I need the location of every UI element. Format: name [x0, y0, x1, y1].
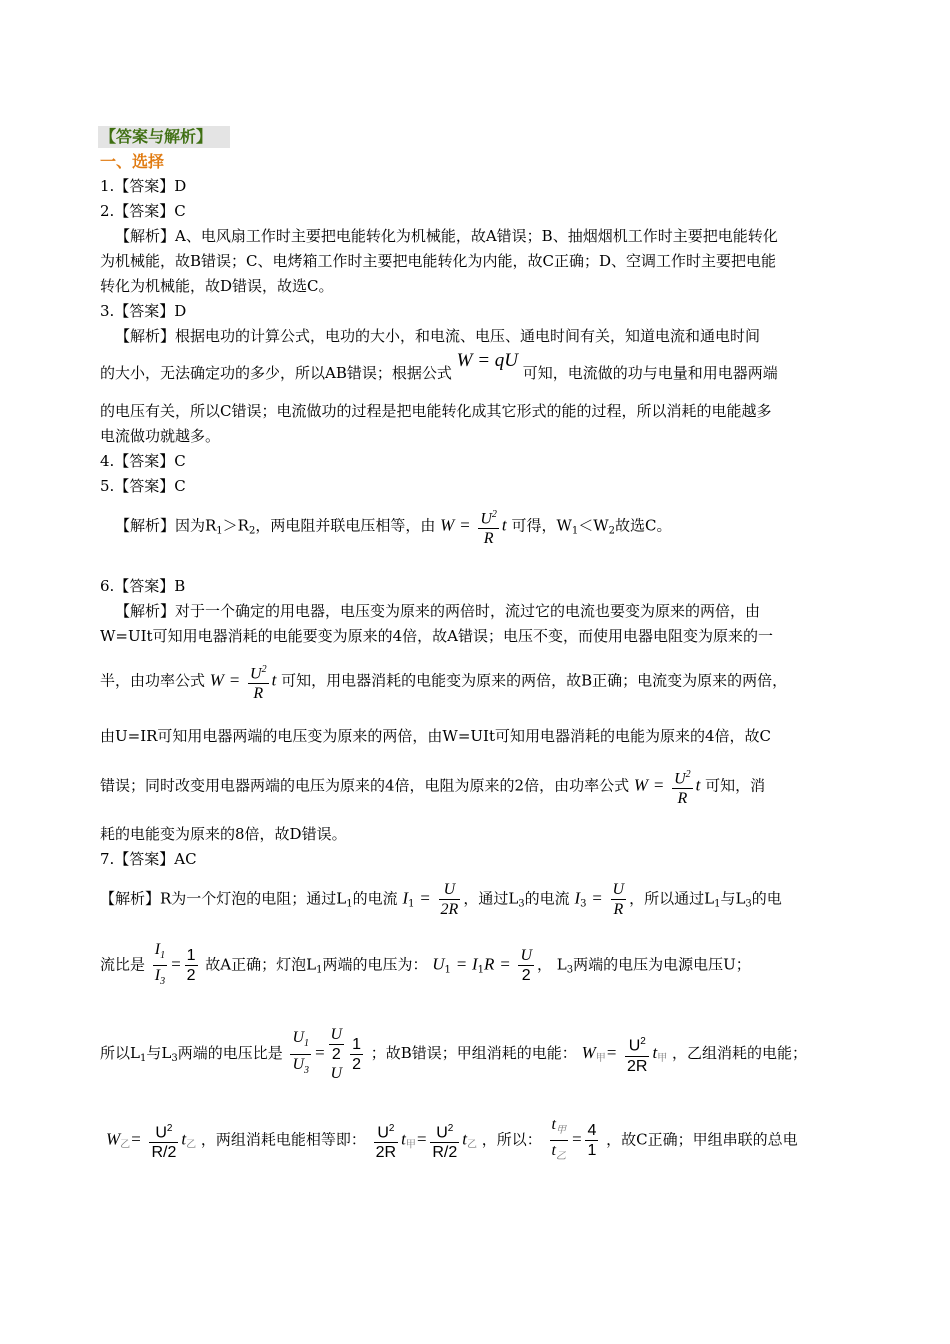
answer-3: 3.【答案】D: [100, 302, 187, 320]
explanation-7-line-1: 【解析】R为一个灯泡的电阻；通过$L_1$的电流 $I_1$ = $\frac{U}{2R}$ ，通过$L_3$的电流 $I_3$ = $\frac{U}{R}$ ，所以通过$L_1$与$L_3$的电: [100, 881, 782, 918]
fraction-t-ratio: $\frac{t_甲}{t_乙}$: [551, 1116, 566, 1163]
explanation-3-line-4: 电流做功就越多。: [100, 427, 221, 445]
fraction-u2-over-r: $\frac{U^2}{R}$: [672, 765, 693, 808]
fraction-i1-over-i3: $\frac{I_1}{I_3}$: [154, 941, 166, 988]
explanation-6-line-3: 半，由功率公式 W = $\frac{U^2}{R}$ t 可知，用电器消耗的电能变为原来的两倍，故B正确；电流变为原来的两倍，: [100, 660, 787, 703]
fraction-1-over-2: $\frac{1}{2}$: [352, 1035, 361, 1073]
answer-7: 7.【答案】AC: [100, 850, 197, 868]
section-title: 【答案与解析】: [98, 126, 230, 148]
fraction-4-over-1: $\frac{4}{1}$: [587, 1122, 597, 1160]
explanation-7-line-2: 流比是 $\frac{I_1}{I_3}$ = $\frac{1}{2}$ 故A正确；灯泡$L_1$两端的电压为： $U_1 = I_1R$ = $\frac{U}{2}$ ， $L_3$两端的电压为电源电压U；: [100, 940, 751, 991]
fraction-u2-over-r-half: $\frac{U^2}{R/2}$: [149, 1119, 178, 1162]
answer-2: 2.【答案】C: [100, 202, 186, 220]
explanation-3-line-3: 的电压有关，所以C错误；电流做功的过程是把电能转化成其它形式的能的过程，所以消耗的电能越多: [100, 402, 772, 420]
explanation-7-line-4: $W_乙=$ $\frac{U^2}{R/2}$ $t_乙$ ，两组消耗电能相等即： $\frac{U^2}{2R}$ $t_甲=$ $\frac{U^2}{R/2}$ $t_乙$ ，所以： $\frac{t_甲}{t_乙}$ = $\frac{4}{1}$ ，故C正确；甲组串联的总电: [106, 1115, 798, 1166]
text: 的大小，无法确定功的多少，所以AB错误；根据公式: [100, 364, 452, 382]
fraction-u2-over-r: $\frac{U^2}{R}$: [248, 660, 269, 703]
explanation-6-line-5: 错误；同时改变用电器两端的电压为原来的4倍，电阻为原来的2倍，由功率公式 W = $\frac{U^2}{R}$ t 可知，消: [100, 765, 765, 808]
fraction-u2-over-2r: $\frac{U^2}{2R}$: [625, 1032, 649, 1075]
explanation-2-line-3: 转化为机械能，故D错误，故选C。: [100, 277, 334, 295]
explanation-7-line-3: 所以$L_1$与$L_3$两端的电压比是 $\frac{U_1}{U_3}$ = U 2 U $\frac{1}{2}$ ；故B错误；甲组消耗的电能： $W_甲=$ $\frac{U^2}{2R}$ $t_甲$ ，乙组消耗的电能；: [100, 1026, 808, 1082]
fraction-u2-over-r-half: $\frac{U^2}{R/2}$: [430, 1119, 459, 1162]
explanation-6-line-4: 由U=IR可知用电器两端的电压变为原来的两倍，由W=UIt可知用电器消耗的电能为原来的4倍，故C: [100, 727, 772, 745]
explanation-6-line-6: 耗的电能变为原来的8倍，故D错误。: [100, 825, 347, 843]
fraction-1-over-2: $\frac{1}{2}$: [186, 947, 196, 985]
explanation-3-line-1: 【解析】根据电功的计算公式，电功的大小，和电流、电压、通电时间有关，知道电流和通电时间: [115, 327, 761, 345]
fraction-u1-over-u3: $\frac{U_1}{U_3}$: [292, 1029, 310, 1076]
section-heading: 一、选择: [100, 152, 165, 171]
explanation-2-line-1: 【解析】A、电风扇工作时主要把电能转化为机械能，故A错误；B、抽烟烟机工作时主要把电能转化: [115, 227, 778, 245]
text: 可知，电流做的功与电量和用电器两端: [522, 364, 778, 382]
fraction-u-over-2r: $\frac{U}{2R}$: [440, 881, 459, 918]
answer-1: 1.【答案】D: [100, 177, 187, 195]
answer-5: 5.【答案】C: [100, 477, 186, 495]
explanation-3-line-2: [100, 350, 778, 384]
fraction-u2-over-r: $\frac{U^2}{R}$: [478, 505, 499, 548]
answer-4: 4.【答案】C: [100, 452, 186, 470]
explanation-6-line-2: W=UIt可知用电器消耗的电能要变为原来的4倍，故A错误；电压不变，而使用电器电阻变为原来的一: [100, 627, 773, 645]
explanation-6-line-1: 【解析】对于一个确定的用电器，电压变为原来的两倍时，流过它的电流也要变为原来的两倍，由: [115, 602, 761, 620]
fraction-u-over-2: $\frac{U}{2}$: [520, 947, 533, 985]
formula-w: W: [440, 515, 455, 535]
explanation-5: 【解析】因为$R_1>R_2$，两电阻并联电压相等，由 W = $\frac{U^2}{R}$ t 可得，$W_1<W_2$故选C。: [115, 505, 672, 548]
fraction-u2-over-u: U 2 U: [330, 1026, 343, 1082]
fraction-u-over-r: $\frac{U}{R}$: [612, 881, 625, 918]
answer-6: 6.【答案】B: [100, 577, 186, 595]
formula-w-qu: W = qU: [456, 350, 519, 371]
explanation-2-line-2: 为机械能，故B错误；C、电烤箱工作时主要把电能转化为内能，故C正确；D、空调工作时主要把电能: [100, 252, 777, 270]
fraction-u2-over-2r: $\frac{U^2}{2R}$: [374, 1119, 398, 1162]
